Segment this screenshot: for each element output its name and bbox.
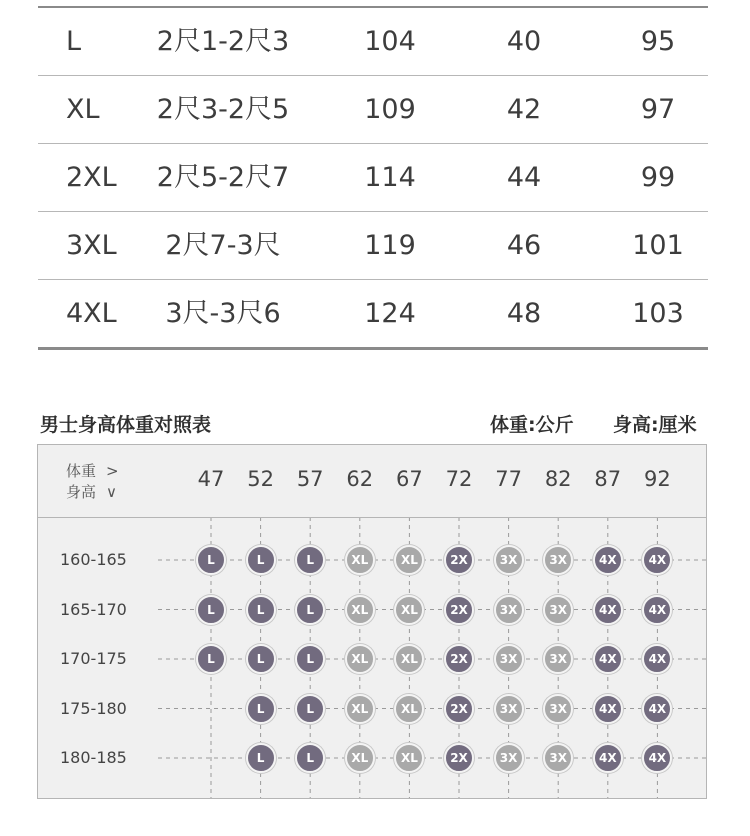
size-dot: L xyxy=(295,595,325,625)
measure-cell: 104 xyxy=(364,26,416,57)
size-dot: 4X xyxy=(593,694,623,724)
size-dot: L xyxy=(295,743,325,773)
size-dot: XL xyxy=(394,743,424,773)
waist-range-cell: 2尺1-2尺3 xyxy=(156,26,290,57)
size-dot: 3X xyxy=(494,545,524,575)
size-dot: XL xyxy=(394,694,424,724)
size-dot: 3X xyxy=(494,644,524,674)
height-tick-label: 180-185 xyxy=(60,748,127,767)
waist-range-cell: 3尺-3尺6 xyxy=(165,298,281,329)
chevron-right-icon: > xyxy=(106,462,119,480)
size-dot: 4X xyxy=(642,694,672,724)
size-cell: 2XL xyxy=(66,162,117,193)
size-dot: L xyxy=(246,694,276,724)
size-dot: 3X xyxy=(494,694,524,724)
size-dot: 4X xyxy=(642,644,672,674)
height-tick-label: 170-175 xyxy=(60,649,127,668)
measure-cell: 46 xyxy=(506,230,542,261)
size-dot: 2X xyxy=(444,644,474,674)
measure-cell: 124 xyxy=(364,298,416,329)
weight-tick-label: 57 xyxy=(296,467,324,491)
measure-cell: 95 xyxy=(640,26,676,57)
height-unit-label: 身高:厘米 xyxy=(613,414,697,436)
measure-cell: 109 xyxy=(364,94,416,125)
size-dot: XL xyxy=(345,644,375,674)
size-dot: 3X xyxy=(543,545,573,575)
table-bottom-rule xyxy=(38,347,708,350)
measure-cell: 101 xyxy=(632,230,684,261)
height-weight-chart xyxy=(37,444,707,799)
size-dot: L xyxy=(295,644,325,674)
weight-unit-label: 体重:公斤 xyxy=(490,414,574,436)
size-dot: 2X xyxy=(444,694,474,724)
size-dot: 3X xyxy=(543,595,573,625)
size-dot: L xyxy=(246,644,276,674)
waist-range-cell: 2尺5-2尺7 xyxy=(156,162,290,193)
size-dot: XL xyxy=(394,644,424,674)
measure-cell: 40 xyxy=(506,26,542,57)
measure-cell: 114 xyxy=(364,162,416,193)
weight-tick-label: 67 xyxy=(396,467,423,491)
size-dot: XL xyxy=(345,545,375,575)
size-dot: L xyxy=(246,743,276,773)
size-dot: XL xyxy=(394,595,424,625)
measure-cell: 103 xyxy=(632,298,684,329)
table-row xyxy=(38,76,708,144)
size-dot: 2X xyxy=(444,743,474,773)
size-dot: XL xyxy=(394,545,424,575)
size-dot: 3X xyxy=(543,743,573,773)
weight-tick-label: 47 xyxy=(197,467,225,491)
table-row xyxy=(38,212,708,280)
size-dot: 3X xyxy=(543,694,573,724)
size-dot: 3X xyxy=(494,743,524,773)
size-cell: 4XL xyxy=(66,298,117,329)
size-dot: 4X xyxy=(642,545,672,575)
size-cell: XL xyxy=(66,94,100,125)
size-dot: XL xyxy=(345,743,375,773)
size-dot: 4X xyxy=(593,595,623,625)
size-dot: L xyxy=(196,595,226,625)
height-tick-label: 175-180 xyxy=(60,698,127,718)
measure-cell: 97 xyxy=(640,94,676,125)
table-row xyxy=(38,280,708,347)
measure-cell: 42 xyxy=(506,94,542,125)
size-table xyxy=(38,6,708,350)
weight-tick-label: 82 xyxy=(544,467,572,491)
section-title: 男士身高体重对照表 xyxy=(40,414,212,436)
size-dot: 4X xyxy=(593,545,623,575)
weight-tick-label: 77 xyxy=(495,467,522,491)
size-dot: 3X xyxy=(494,595,524,625)
size-dot: 3X xyxy=(543,644,573,674)
size-dot: 4X xyxy=(642,595,672,625)
height-tick-label: 165-170 xyxy=(60,599,127,619)
weight-tick-label: 92 xyxy=(644,467,671,491)
weight-tick-label: 62 xyxy=(346,467,374,491)
size-dot: L xyxy=(246,595,276,625)
weight-tick-label: 52 xyxy=(247,467,274,491)
size-cell: L xyxy=(66,26,82,57)
chevron-down-icon: ∨ xyxy=(106,483,117,501)
size-dot: L xyxy=(295,545,325,575)
size-dot: L xyxy=(196,545,226,575)
waist-range-cell: 2尺7-3尺 xyxy=(165,230,281,261)
waist-range-cell: 2尺3-2尺5 xyxy=(156,94,290,125)
size-dot: 2X xyxy=(444,595,474,625)
table-row xyxy=(38,8,708,76)
size-dot: L xyxy=(246,545,276,575)
measure-cell: 44 xyxy=(506,162,542,193)
measure-cell: 119 xyxy=(364,230,416,261)
size-dot: XL xyxy=(345,694,375,724)
corner-weight-label: 体重 xyxy=(66,462,97,480)
size-dot: 4X xyxy=(593,644,623,674)
size-dot: L xyxy=(295,694,325,724)
size-cell: 3XL xyxy=(66,230,117,261)
size-dot: XL xyxy=(345,595,375,625)
corner-label xyxy=(66,461,119,503)
weight-tick-label: 87 xyxy=(594,467,622,491)
table-row xyxy=(38,144,708,212)
size-dot: L xyxy=(196,644,226,674)
measure-cell: 99 xyxy=(640,162,676,193)
weight-tick-label: 72 xyxy=(445,467,473,491)
measure-cell: 48 xyxy=(506,298,542,329)
height-tick-label: 160-165 xyxy=(60,550,127,569)
corner-height-label: 身高 xyxy=(66,483,97,501)
size-dot: 4X xyxy=(593,743,623,773)
size-dot: 4X xyxy=(642,743,672,773)
size-dot: 2X xyxy=(444,545,474,575)
